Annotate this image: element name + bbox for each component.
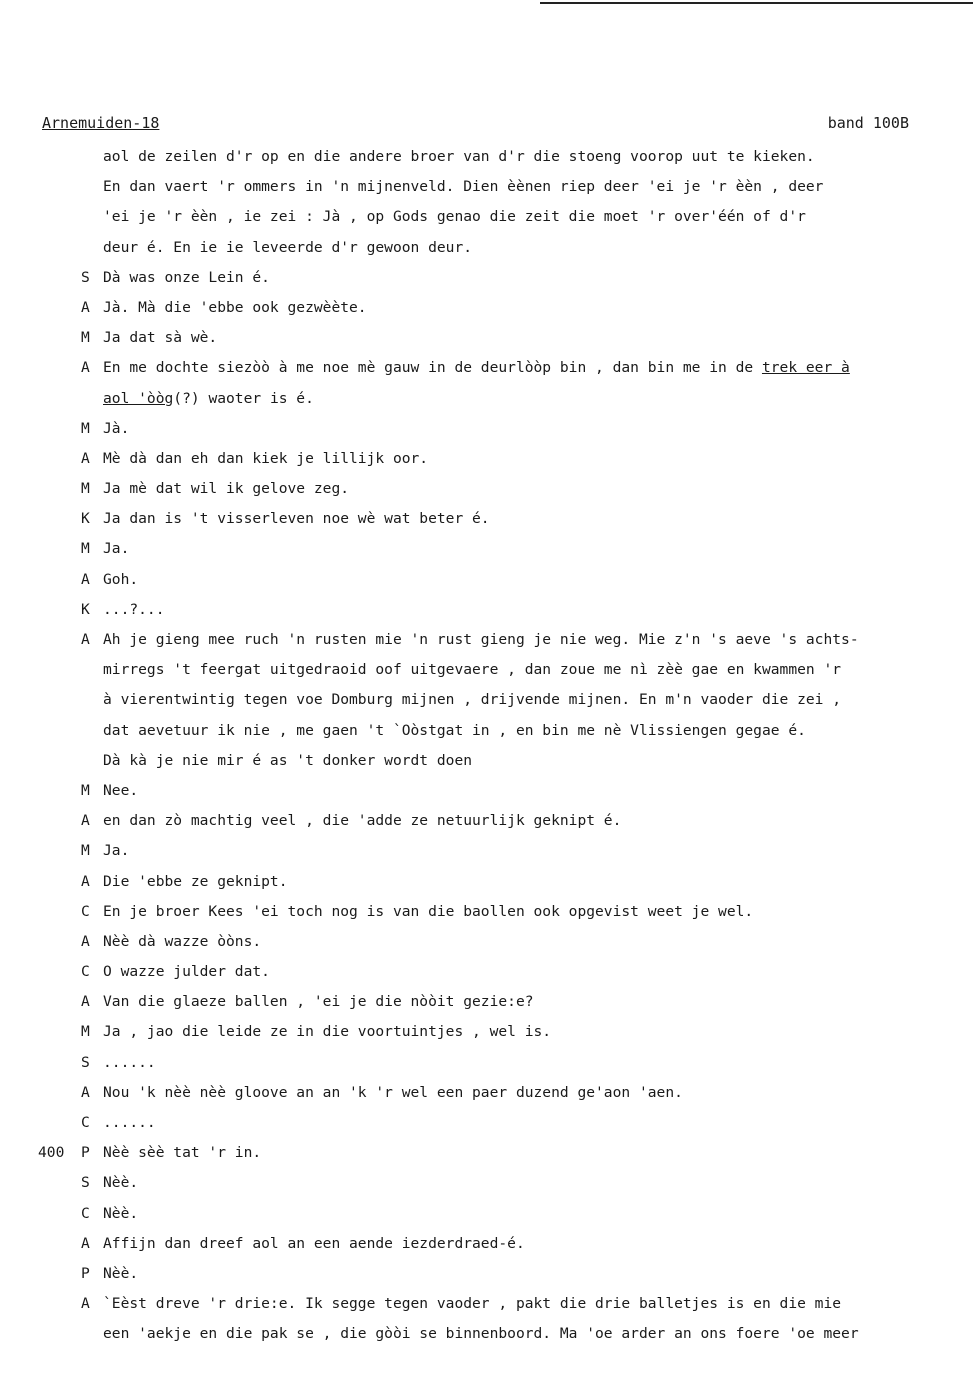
line-text-main: Ja. (103, 842, 130, 860)
speaker-code: A (81, 449, 90, 467)
transcript-line (0, 233, 973, 263)
line-text-main: aol de zeilen d'r op en die andere broer van d'r die stoeng voorop uut te kieken. (103, 148, 815, 165)
transcript-line (0, 293, 973, 323)
line-text (103, 867, 288, 897)
transcript-line (0, 172, 973, 202)
line-text-main: Nèè sèè tat 'r in. (103, 1144, 262, 1162)
line-text-main: Ja , jao die leide ze in die voortuintjes , wel is. (103, 1023, 552, 1041)
line-text-main: en dan zò machtig veel , die 'adde ze netuurlijk geknipt é. (103, 812, 622, 830)
line-text-main: Nèè. (103, 1264, 139, 1282)
transcript-line (0, 836, 973, 866)
speaker-code: M (81, 842, 90, 860)
underlined-phrase: trek eer à (761, 359, 850, 377)
top-rule (540, 2, 973, 4)
transcript-line (0, 444, 973, 474)
line-text-main: O wazze julder dat. (103, 963, 270, 981)
transcript-line (0, 323, 973, 353)
line-text (103, 233, 472, 263)
transcript-line (0, 1048, 973, 1078)
speaker-code: A (81, 993, 90, 1011)
line-text-main: Van die glaeze ballen , 'ei je die nòòit gezie:e? (103, 993, 534, 1011)
line-text-main: ...?... (103, 600, 165, 618)
line-text-main: Nou 'k nèè nèè gloove an an 'k 'r wel een paer duzend ge'aon 'aen. (103, 1083, 683, 1101)
speaker-code: C (81, 902, 90, 920)
transcript-line (0, 1259, 973, 1289)
speaker-code: M (81, 1023, 90, 1041)
line-text-main: Ja dat sà wè. (103, 329, 218, 347)
speaker-code: P (81, 1264, 90, 1282)
line-text (103, 1319, 859, 1349)
speaker-code: K (81, 600, 90, 618)
line-text-main: Mè dà dan eh dan kiek je lillijk oor. (103, 449, 429, 467)
transcript-line (0, 1289, 973, 1319)
line-text (103, 414, 129, 444)
speaker-code: S (81, 268, 90, 286)
line-text (103, 1108, 156, 1138)
line-text-main: En je broer Kees 'ei toch nog is van die baollen ook opgevist weet je wel. (103, 902, 754, 920)
line-text-main: mirregs 't feergat uitgedraoid oof uitgevaere , dan zoue me nì zèè gae en kwammen 'r (103, 661, 842, 679)
line-text-after: (?) waoter is é. (173, 389, 314, 407)
line-text (103, 1017, 551, 1047)
line-text-main: à vierentwintig tegen voe Domburg mijnen , drijvende mijnen. En m'n vaoder die zei , (103, 691, 842, 709)
speaker-code: M (81, 540, 90, 558)
line-text (103, 1199, 138, 1229)
line-text-main: Dà was onze Lein é. (103, 268, 270, 286)
speaker-code: C (81, 963, 90, 981)
line-text (103, 716, 806, 746)
line-text (103, 927, 261, 957)
line-text (103, 534, 129, 564)
line-text-main: Ja mè dat wil ik gelove zeg. (103, 480, 350, 498)
transcript-line (0, 685, 973, 715)
line-text (103, 625, 859, 655)
transcript-body (0, 142, 973, 1350)
speaker-code: C (81, 1204, 90, 1222)
line-text (103, 1168, 138, 1198)
line-text-main: Dà kà je nie mir é as 't donker wordt doen (103, 751, 473, 769)
transcript-line (0, 987, 973, 1017)
document-title: Arnemuiden-18 (42, 114, 160, 132)
transcript-line (0, 202, 973, 232)
line-text (103, 1048, 156, 1078)
line-text (103, 897, 753, 927)
speaker-code: A (81, 1083, 90, 1101)
line-text (103, 323, 217, 353)
speaker-code: M (81, 329, 90, 347)
underlined-phrase: aol 'òòg (103, 389, 174, 407)
transcript-line (0, 806, 973, 836)
line-text-main: Nèè. (103, 1174, 139, 1192)
transcript-line (0, 1168, 973, 1198)
line-text (103, 1259, 138, 1289)
line-text (103, 202, 806, 232)
speaker-code: A (81, 812, 90, 830)
transcript-line (0, 1138, 973, 1168)
line-text-main: Nèè. (103, 1204, 139, 1222)
transcript-line (0, 414, 973, 444)
transcript-line (0, 595, 973, 625)
transcript-line (0, 384, 973, 414)
transcript-line (0, 1017, 973, 1047)
band-label: band 100B (827, 114, 909, 132)
transcript-line (0, 565, 973, 595)
transcript-line (0, 1319, 973, 1349)
speaker-code: P (81, 1144, 90, 1162)
speaker-code: S (81, 1053, 90, 1071)
line-text (103, 1289, 841, 1319)
line-text-main: Affijn dan dreef aol an een aende iezderdraed-é. (103, 1234, 525, 1252)
transcript-line (0, 746, 973, 776)
line-text (103, 1078, 683, 1108)
transcript-line (0, 957, 973, 987)
line-text (103, 776, 138, 806)
line-text-main: een 'aekje en die pak se , die gòòi se binnenboord. Ma 'oe arder an ons foere 'oe meer (103, 1325, 859, 1343)
line-text (103, 836, 129, 866)
line-text-main: `Eèst dreve 'r drie:e. Ik segge tegen vaoder , pakt die drie balletjes is en die mie (103, 1295, 842, 1313)
line-text-main: 'ei je 'r èèn , ie zei : Jà , op Gods genao die zeit die moet 'r over'één of d'r (103, 208, 806, 226)
line-text (103, 1138, 261, 1168)
speaker-code: M (81, 419, 90, 437)
speaker-code: A (81, 570, 90, 588)
page-header (42, 114, 909, 136)
speaker-code: A (81, 631, 90, 648)
speaker-code: K (81, 510, 90, 528)
line-text-main: ...... (103, 1114, 156, 1131)
line-text-main: Goh. (103, 570, 139, 588)
line-text (103, 957, 270, 987)
speaker-code: M (81, 480, 90, 498)
transcript-line (0, 1199, 973, 1229)
transcript-line (0, 655, 973, 685)
line-text-main: dat aevetuur ik nie , me gaen 't `Oòstgat in , en bin me nè Vlissiengen gegae é. (103, 721, 806, 739)
line-text-main: Jà. (103, 419, 130, 437)
speaker-code: A (81, 298, 90, 316)
transcript-line (0, 474, 973, 504)
line-text-main: Nèè dà wazze òòns. (103, 932, 262, 950)
line-text (103, 293, 367, 323)
line-text (103, 444, 428, 474)
speaker-code: A (81, 932, 90, 950)
transcript-line (0, 263, 973, 293)
line-text (103, 806, 621, 836)
line-text-main: En dan vaert 'r ommers in 'n mijnenveld. Dien èènen riep deer 'ei je 'r èèn , deer (103, 178, 824, 196)
line-number: 400 (38, 1144, 65, 1162)
speaker-code: A (81, 872, 90, 890)
transcript-line (0, 776, 973, 806)
line-text (103, 474, 349, 504)
speaker-code: A (81, 1234, 90, 1252)
line-text (103, 353, 850, 383)
transcript-line (0, 1229, 973, 1259)
line-text (103, 565, 138, 595)
line-text-main: Ja dan is 't visserleven noe wè wat beter é. (103, 510, 490, 528)
speaker-code: S (81, 1174, 90, 1192)
line-text (103, 384, 314, 414)
transcript-line (0, 927, 973, 957)
line-text (103, 595, 165, 625)
speaker-code: C (81, 1114, 90, 1131)
line-text (103, 746, 472, 776)
line-text (103, 504, 490, 534)
transcript-line (0, 716, 973, 746)
transcript-line (0, 1108, 973, 1138)
line-text-main: Die 'ebbe ze geknipt. (103, 872, 288, 890)
line-text-main: ...... (103, 1053, 156, 1071)
speaker-code: A (81, 359, 90, 377)
speaker-code: M (81, 781, 90, 799)
line-text-main: Nee. (103, 781, 139, 799)
line-text-main: En me dochte siezòò à me noe mè gauw in de deurlòòp bin , dan bin me in de (103, 359, 762, 377)
line-text-main: Ja. (103, 540, 130, 558)
transcript-line (0, 534, 973, 564)
line-text (103, 685, 841, 715)
line-text (103, 987, 534, 1017)
transcript-line (0, 1078, 973, 1108)
transcript-line (0, 897, 973, 927)
transcript-line (0, 625, 973, 655)
transcript-line (0, 353, 973, 383)
line-text (103, 1229, 525, 1259)
transcript-line (0, 504, 973, 534)
line-text (103, 263, 270, 293)
speaker-code: A (81, 1295, 90, 1313)
line-text-main: deur é. En ie ie leveerde d'r gewoon deur. (103, 238, 473, 256)
line-text-main: Jà. Mà die 'ebbe ook gezwèète. (103, 298, 367, 316)
line-text (103, 172, 823, 202)
transcript-line (0, 867, 973, 897)
line-text-main: Ah je gieng mee ruch 'n rusten mie 'n rust gieng je nie weg. Mie z'n 's aeve 's achts- (103, 631, 859, 648)
line-text (103, 142, 815, 172)
line-text (103, 655, 841, 685)
transcript-line (0, 142, 973, 172)
